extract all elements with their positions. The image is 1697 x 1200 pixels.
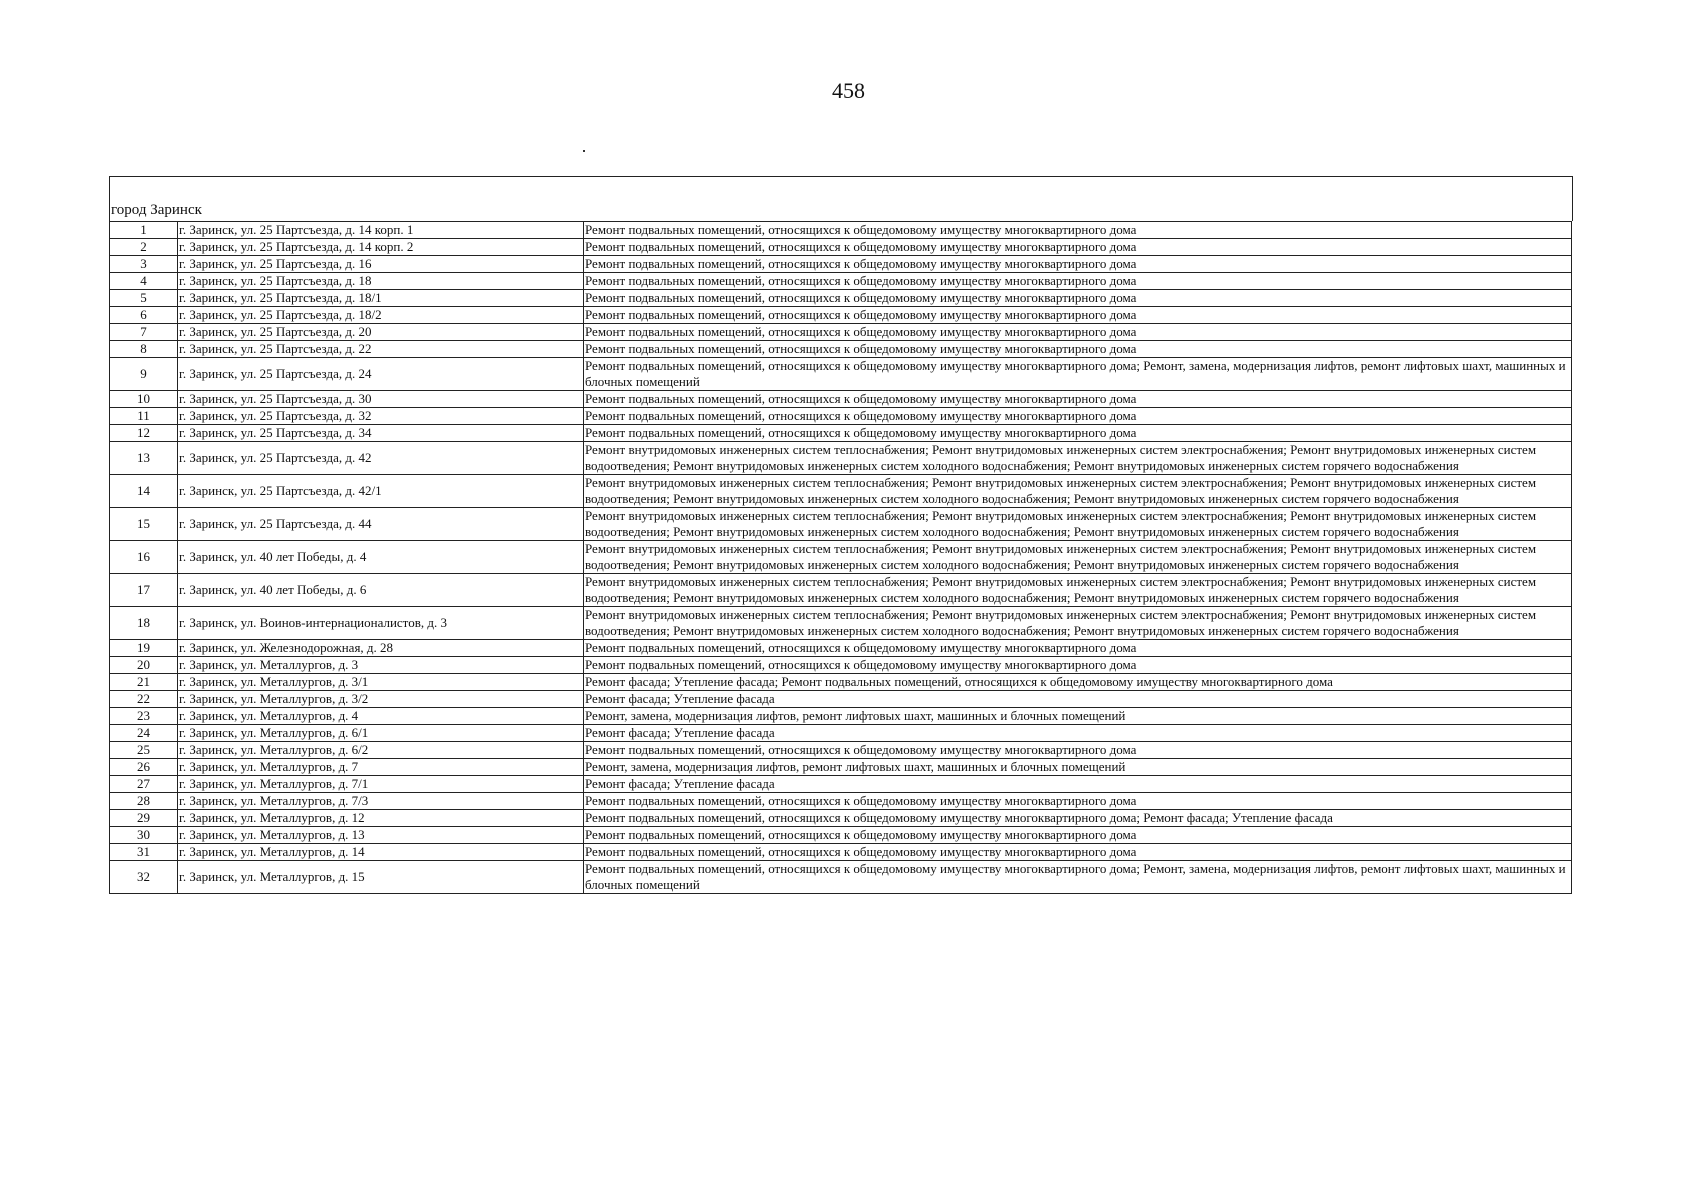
row-address: г. Заринск, ул. Воинов-интернационалистов, д. 3 [178, 607, 584, 640]
row-address: г. Заринск, ул. Металлургов, д. 3/1 [178, 674, 584, 691]
row-address: г. Заринск, ул. 25 Партсъезда, д. 18/1 [178, 290, 584, 307]
row-number: 8 [110, 341, 178, 358]
table-row [110, 674, 1572, 691]
row-number: 22 [110, 691, 178, 708]
row-address: г. Заринск, ул. 25 Партсъезда, д. 32 [178, 408, 584, 425]
row-address: г. Заринск, ул. Металлургов, д. 6/2 [178, 742, 584, 759]
table-row [110, 827, 1572, 844]
row-number: 9 [110, 358, 178, 391]
row-works: Ремонт подвальных помещений, относящихся к общедомовому имуществу многоквартирного дома [584, 273, 1572, 290]
row-address: г. Заринск, ул. 40 лет Победы, д. 4 [178, 541, 584, 574]
row-works: Ремонт подвальных помещений, относящихся к общедомовому имуществу многоквартирного дома [584, 256, 1572, 273]
row-works: Ремонт подвальных помещений, относящихся к общедомовому имуществу многоквартирного дома [584, 742, 1572, 759]
row-number: 28 [110, 793, 178, 810]
table-row [110, 776, 1572, 793]
table-row [110, 358, 1572, 391]
row-number: 4 [110, 273, 178, 290]
row-number: 14 [110, 475, 178, 508]
row-number: 30 [110, 827, 178, 844]
row-works: Ремонт, замена, модернизация лифтов, ремонт лифтовых шахт, машинных и блочных помещений [584, 759, 1572, 776]
row-number: 19 [110, 640, 178, 657]
table-row [110, 256, 1572, 273]
row-address: г. Заринск, ул. 25 Партсъезда, д. 44 [178, 508, 584, 541]
row-number: 20 [110, 657, 178, 674]
row-address: г. Заринск, ул. 25 Партсъезда, д. 24 [178, 358, 584, 391]
table-row [110, 508, 1572, 541]
table-row [110, 810, 1572, 827]
row-number: 18 [110, 607, 178, 640]
region-header [109, 176, 1573, 221]
row-works: Ремонт подвальных помещений, относящихся к общедомовому имуществу многоквартирного дома [584, 793, 1572, 810]
table-row [110, 742, 1572, 759]
row-number: 16 [110, 541, 178, 574]
row-number: 23 [110, 708, 178, 725]
table-row [110, 844, 1572, 861]
row-works: Ремонт подвальных помещений, относящихся к общедомовому имуществу многоквартирного дома [584, 391, 1572, 408]
row-works: Ремонт подвальных помещений, относящихся к общедомовому имуществу многоквартирного дома [584, 657, 1572, 674]
row-address: г. Заринск, ул. 25 Партсъезда, д. 20 [178, 324, 584, 341]
table-row [110, 574, 1572, 607]
row-address: г. Заринск, ул. Металлургов, д. 3/2 [178, 691, 584, 708]
works-sheet [109, 176, 1573, 894]
row-address: г. Заринск, ул. 25 Партсъезда, д. 16 [178, 256, 584, 273]
row-works: Ремонт подвальных помещений, относящихся к общедомовому имуществу многоквартирного дома; Ремонт фасада; Утепление фасада [584, 810, 1572, 827]
row-works: Ремонт фасада; Утепление фасада [584, 691, 1572, 708]
row-address: г. Заринск, ул. 25 Партсъезда, д. 14 корп. 1 [178, 222, 584, 239]
row-works: Ремонт внутридомовых инженерных систем теплоснабжения; Ремонт внутридомовых инженерных систем электроснабжения; Ремонт внутридомовых инженерных систем водоотведения; Ремонт внутридомовых инженерных систем холодного водоснабжения; Ремонт внутридомовых инженерных систем горячего водоснабжения [584, 607, 1572, 640]
works-table [109, 221, 1572, 894]
table-row [110, 725, 1572, 742]
row-works: Ремонт подвальных помещений, относящихся к общедомовому имуществу многоквартирного дома [584, 222, 1572, 239]
row-address: г. Заринск, ул. Металлургов, д. 3 [178, 657, 584, 674]
row-address: г. Заринск, ул. Металлургов, д. 7/1 [178, 776, 584, 793]
row-works: Ремонт внутридомовых инженерных систем теплоснабжения; Ремонт внутридомовых инженерных систем электроснабжения; Ремонт внутридомовых инженерных систем водоотведения; Ремонт внутридомовых инженерных систем холодного водоснабжения; Ремонт внутридомовых инженерных систем горячего водоснабжения [584, 442, 1572, 475]
row-address: г. Заринск, ул. 25 Партсъезда, д. 18/2 [178, 307, 584, 324]
row-address: г. Заринск, ул. Металлургов, д. 12 [178, 810, 584, 827]
row-works: Ремонт подвальных помещений, относящихся к общедомовому имуществу многоквартирного дома [584, 640, 1572, 657]
row-works: Ремонт подвальных помещений, относящихся к общедомовому имуществу многоквартирного дома [584, 239, 1572, 256]
row-address: г. Заринск, ул. Металлургов, д. 14 [178, 844, 584, 861]
row-number: 32 [110, 861, 178, 894]
table-row [110, 541, 1572, 574]
row-number: 7 [110, 324, 178, 341]
table-row [110, 759, 1572, 776]
table-row [110, 657, 1572, 674]
table-body [110, 222, 1572, 894]
row-works: Ремонт подвальных помещений, относящихся к общедомовому имуществу многоквартирного дома [584, 324, 1572, 341]
row-address: г. Заринск, ул. 25 Партсъезда, д. 42 [178, 442, 584, 475]
row-number: 11 [110, 408, 178, 425]
row-works: Ремонт фасада; Утепление фасада; Ремонт подвальных помещений, относящихся к общедомовому имуществу многоквартирного дома [584, 674, 1572, 691]
row-works: Ремонт подвальных помещений, относящихся к общедомовому имуществу многоквартирного дома [584, 341, 1572, 358]
table-row [110, 708, 1572, 725]
row-address: г. Заринск, ул. 25 Партсъезда, д. 42/1 [178, 475, 584, 508]
table-row [110, 307, 1572, 324]
table-row [110, 691, 1572, 708]
row-works: Ремонт подвальных помещений, относящихся к общедомовому имуществу многоквартирного дома [584, 425, 1572, 442]
row-number: 1 [110, 222, 178, 239]
row-works: Ремонт, замена, модернизация лифтов, ремонт лифтовых шахт, машинных и блочных помещений [584, 708, 1572, 725]
row-number: 5 [110, 290, 178, 307]
region-name: город Заринск [111, 202, 202, 218]
row-number: 10 [110, 391, 178, 408]
scan-dot [583, 150, 585, 152]
table-row [110, 607, 1572, 640]
row-works: Ремонт подвальных помещений, относящихся к общедомовому имуществу многоквартирного дома [584, 827, 1572, 844]
table-row [110, 475, 1572, 508]
row-works: Ремонт подвальных помещений, относящихся к общедомовому имуществу многоквартирного дома [584, 844, 1572, 861]
row-address: г. Заринск, ул. Металлургов, д. 7/3 [178, 793, 584, 810]
row-address: г. Заринск, ул. 25 Партсъезда, д. 14 корп. 2 [178, 239, 584, 256]
row-address: г. Заринск, ул. Металлургов, д. 6/1 [178, 725, 584, 742]
row-works: Ремонт внутридомовых инженерных систем теплоснабжения; Ремонт внутридомовых инженерных систем электроснабжения; Ремонт внутридомовых инженерных систем водоотведения; Ремонт внутридомовых инженерных систем холодного водоснабжения; Ремонт внутридомовых инженерных систем горячего водоснабжения [584, 475, 1572, 508]
row-works: Ремонт фасада; Утепление фасада [584, 725, 1572, 742]
row-address: г. Заринск, ул. 25 Партсъезда, д. 22 [178, 341, 584, 358]
table-row [110, 239, 1572, 256]
table-row [110, 408, 1572, 425]
row-number: 13 [110, 442, 178, 475]
row-number: 3 [110, 256, 178, 273]
page-number: 458 [832, 78, 865, 103]
row-number: 21 [110, 674, 178, 691]
row-works: Ремонт внутридомовых инженерных систем теплоснабжения; Ремонт внутридомовых инженерных систем электроснабжения; Ремонт внутридомовых инженерных систем водоотведения; Ремонт внутридомовых инженерных систем холодного водоснабжения; Ремонт внутридомовых инженерных систем горячего водоснабжения [584, 508, 1572, 541]
row-number: 27 [110, 776, 178, 793]
row-number: 26 [110, 759, 178, 776]
row-works: Ремонт подвальных помещений, относящихся к общедомовому имуществу многоквартирного дома [584, 290, 1572, 307]
table-row [110, 391, 1572, 408]
row-address: г. Заринск, ул. 40 лет Победы, д. 6 [178, 574, 584, 607]
table-row [110, 222, 1572, 239]
table-row [110, 290, 1572, 307]
table-row [110, 341, 1572, 358]
row-address: г. Заринск, ул. Металлургов, д. 7 [178, 759, 584, 776]
row-address: г. Заринск, ул. Железнодорожная, д. 28 [178, 640, 584, 657]
row-number: 12 [110, 425, 178, 442]
row-number: 25 [110, 742, 178, 759]
table-row [110, 861, 1572, 894]
row-address: г. Заринск, ул. 25 Партсъезда, д. 30 [178, 391, 584, 408]
table-row [110, 793, 1572, 810]
table-row [110, 324, 1572, 341]
row-address: г. Заринск, ул. Металлургов, д. 15 [178, 861, 584, 894]
row-address: г. Заринск, ул. Металлургов, д. 4 [178, 708, 584, 725]
row-works: Ремонт фасада; Утепление фасада [584, 776, 1572, 793]
row-number: 29 [110, 810, 178, 827]
row-number: 24 [110, 725, 178, 742]
row-address: г. Заринск, ул. Металлургов, д. 13 [178, 827, 584, 844]
row-works: Ремонт подвальных помещений, относящихся к общедомовому имуществу многоквартирного дома [584, 408, 1572, 425]
row-works: Ремонт внутридомовых инженерных систем теплоснабжения; Ремонт внутридомовых инженерных систем электроснабжения; Ремонт внутридомовых инженерных систем водоотведения; Ремонт внутридомовых инженерных систем холодного водоснабжения; Ремонт внутридомовых инженерных систем горячего водоснабжения [584, 574, 1572, 607]
row-works: Ремонт подвальных помещений, относящихся к общедомовому имуществу многоквартирного дома [584, 307, 1572, 324]
row-address: г. Заринск, ул. 25 Партсъезда, д. 34 [178, 425, 584, 442]
row-address: г. Заринск, ул. 25 Партсъезда, д. 18 [178, 273, 584, 290]
row-works: Ремонт внутридомовых инженерных систем теплоснабжения; Ремонт внутридомовых инженерных систем электроснабжения; Ремонт внутридомовых инженерных систем водоотведения; Ремонт внутридомовых инженерных систем холодного водоснабжения; Ремонт внутридомовых инженерных систем горячего водоснабжения [584, 541, 1572, 574]
table-row [110, 640, 1572, 657]
row-works: Ремонт подвальных помещений, относящихся к общедомовому имуществу многоквартирного дома; Ремонт, замена, модернизация лифтов, ремонт лифтовых шахт, машинных и блочных помещений [584, 861, 1572, 894]
row-number: 2 [110, 239, 178, 256]
row-number: 31 [110, 844, 178, 861]
table-row [110, 425, 1572, 442]
row-works: Ремонт подвальных помещений, относящихся к общедомовому имуществу многоквартирного дома; Ремонт, замена, модернизация лифтов, ремонт лифтовых шахт, машинных и блочных помещений [584, 358, 1572, 391]
table-row [110, 442, 1572, 475]
table-row [110, 273, 1572, 290]
row-number: 6 [110, 307, 178, 324]
row-number: 15 [110, 508, 178, 541]
row-number: 17 [110, 574, 178, 607]
